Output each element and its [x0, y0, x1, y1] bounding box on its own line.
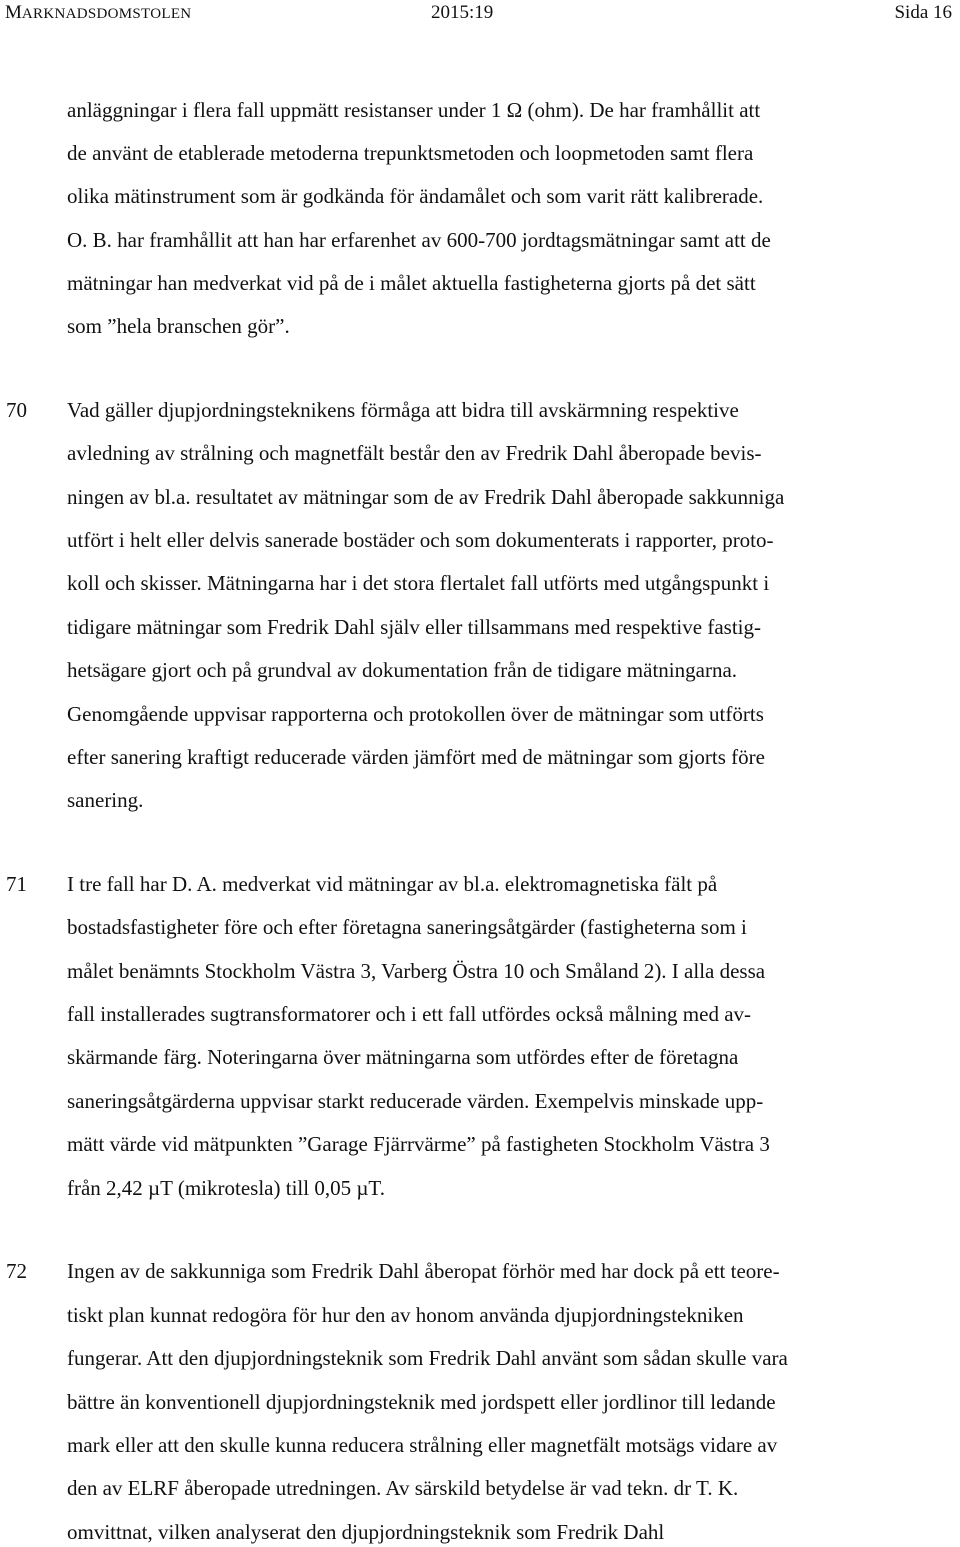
text-line: målet benämnts Stockholm Västra 3, Varberg Östra 10 och Småland 2). I alla dessa [67, 959, 766, 983]
text-line: mätningar han medverkat vid på de i målet aktuella fastigheterna gjorts på det sätt [67, 271, 756, 295]
text-line: I tre fall har D. A. medverkat vid mätningar av bl.a. elektromagnetiska fält på [67, 872, 718, 896]
case-number: 2015:19 [431, 2, 494, 23]
text-line: Genomgående uppvisar rapporterna och protokollen över de mätningar som utförts [67, 702, 764, 726]
text-line: från 2,42 µT (mikrotesla) till 0,05 µT. [67, 1176, 385, 1200]
court-name-initial: M [5, 2, 22, 23]
text-line: bostadsfastigheter före och efter företagna saneringsåtgärder (fastigheterna som i [67, 915, 747, 939]
text-line: sanering. [67, 788, 144, 812]
text-line: utfört i helt eller delvis sanerade bostäder och som dokumenterats i rapporter, proto- [67, 528, 774, 552]
court-name [5, 2, 191, 24]
text-line: ningen av bl.a. resultatet av mätningar som de av Fredrik Dahl åberopade sakkunniga [67, 485, 785, 509]
paragraph-number: 71 [6, 872, 27, 896]
text-line: Vad gäller djupjordningsteknikens förmåga att bidra till avskärmning respektive [67, 398, 739, 422]
text-line: olika mätinstrument som är godkända för ändamålet och som varit rätt kalibrerade. [67, 184, 764, 208]
text-line: koll och skisser. Mätningarna har i det stora flertalet fall utförts med utgångspunkt i [67, 571, 770, 595]
text-line: bättre än konventionell djupjordningsteknik med jordspett eller jordlinor till ledande [67, 1390, 776, 1414]
text-line: skärmande färg. Noteringarna över mätningarna som utfördes efter de företagna [67, 1045, 739, 1069]
page-number: Sida 16 [894, 2, 952, 23]
text-line: omvittnat, vilken analyserat den djupjordningsteknik som Fredrik Dahl [67, 1520, 665, 1544]
text-line: fall installerades sugtransformatorer och i ett fall utfördes också målning med av- [67, 1002, 752, 1026]
text-line: hetsägare gjort och på grundval av dokumentation från de tidigare mätningarna. [67, 658, 738, 682]
page-header [0, 2, 960, 24]
text-line: Ingen av de sakkunniga som Fredrik Dahl åberopat förhör med har dock på ett teore- [67, 1259, 780, 1283]
paragraph-number: 72 [6, 1259, 27, 1283]
text-line: som ”hela branschen gör”. [67, 314, 290, 338]
text-line: tidigare mätningar som Fredrik Dahl själv eller tillsammans med respektive fastig- [67, 615, 761, 639]
text-line: fungerar. Att den djupjordningsteknik som Fredrik Dahl använt som sådan skulle vara [67, 1346, 788, 1370]
paragraph-number: 70 [6, 398, 27, 422]
text-line: O. B. har framhållit att han har erfarenhet av 600-700 jordtagsmätningar samt att de [67, 228, 771, 252]
text-line: den av ELRF åberopade utredningen. Av särskild betydelse är vad tekn. dr T. K. [67, 1476, 739, 1500]
text-line: efter sanering kraftigt reducerade värden jämfört med de mätningar som gjorts före [67, 745, 765, 769]
text-line: tiskt plan kunnat redogöra för hur den av honom använda djupjordningstekniken [67, 1303, 744, 1327]
text-line: saneringsåtgärderna uppvisar starkt reducerade värden. Exempelvis minskade upp- [67, 1089, 764, 1113]
court-name-rest: ARKNADSDOMSTOLEN [21, 6, 192, 22]
text-line: mätt värde vid mätpunkten ”Garage Fjärrvärme” på fastigheten Stockholm Västra 3 [67, 1132, 770, 1156]
text-line: mark eller att den skulle kunna reducera strålning eller magnetfält motsägs vidare av [67, 1433, 778, 1457]
text-line: anläggningar i flera fall uppmätt resistanser under 1 Ω (ohm). De har framhållit att [67, 98, 761, 122]
text-line: avledning av strålning och magnetfält består den av Fredrik Dahl åberopade bevis- [67, 441, 762, 465]
text-line: de använt de etablerade metoderna trepunktsmetoden och loopmetoden samt flera [67, 141, 754, 165]
